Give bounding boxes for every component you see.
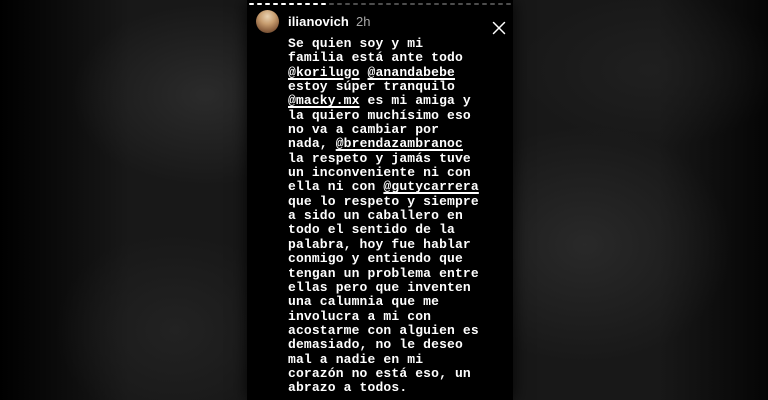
progress-segment [402, 3, 407, 5]
username[interactable]: ilianovich [288, 13, 349, 29]
story-text-line [288, 324, 505, 338]
text-segment: involucra a mi con [288, 308, 432, 324]
story-text-line [288, 252, 505, 266]
progress-segment [265, 3, 270, 5]
story-text-line [288, 123, 505, 137]
progress-segment [410, 3, 415, 5]
progress-segment [353, 3, 358, 5]
story-text-line [288, 80, 505, 94]
text-segment: ella ni con [288, 179, 384, 195]
close-button[interactable] [490, 19, 508, 37]
text-segment: que lo respeto y siempre [288, 193, 479, 209]
text-segment: no va a cambiar por [288, 122, 440, 138]
story-text-line [288, 310, 505, 324]
progress-segment [506, 3, 511, 5]
progress-segment [426, 3, 431, 5]
text-segment: Se quien soy y mi [288, 36, 424, 51]
text-segment: palabra, hoy fue hablar [288, 236, 471, 252]
progress-segment [313, 3, 318, 5]
text-segment: demasiado, no le deseo [288, 337, 463, 353]
progress-segment [490, 3, 495, 5]
story-text-block [288, 37, 505, 396]
progress-segment [281, 3, 286, 5]
story-text-line [288, 180, 505, 194]
story-text-line [288, 295, 505, 309]
progress-segment [394, 3, 399, 5]
story-text-line [288, 281, 505, 295]
story-text-line [288, 37, 505, 51]
story-text-line [288, 338, 505, 352]
text-segment: un inconveniente ni con [288, 165, 471, 181]
text-segment: estoy súper tranquilo [288, 79, 455, 95]
progress-segment [257, 3, 262, 5]
story-text-line [288, 66, 505, 80]
progress-segment [249, 3, 254, 5]
story-text-line [288, 166, 505, 180]
close-icon [491, 20, 507, 36]
story-header [247, 8, 513, 34]
story-text-line [288, 209, 505, 223]
progress-segment [482, 3, 487, 5]
story-text-line [288, 152, 505, 166]
text-segment: la respeto y jamás tuve [288, 150, 471, 166]
story-text-line [288, 109, 505, 123]
story-text-line [288, 381, 505, 395]
story-text-line [288, 137, 505, 151]
text-segment: tengan un problema entre [288, 265, 479, 281]
text-segment: es mi amiga y [359, 93, 471, 109]
progress-segment [378, 3, 383, 5]
progress-segment [289, 3, 294, 5]
progress-segment [305, 3, 310, 5]
progress-segment [386, 3, 391, 5]
story-canvas[interactable] [247, 0, 513, 400]
progress-segment [297, 3, 302, 5]
text-segment: nada, [288, 136, 336, 152]
progress-segment [442, 3, 447, 5]
text-segment: todo el sentido de la [288, 222, 455, 238]
text-segment [360, 65, 368, 80]
mention-link[interactable]: @korilugo [288, 64, 360, 80]
story-text-line [288, 195, 505, 209]
story-text-line [288, 367, 505, 381]
mention-link[interactable]: @gutycarrera [383, 179, 479, 195]
story-text-line [288, 94, 505, 108]
progress-segment [321, 3, 326, 5]
progress-segment [474, 3, 479, 5]
text-segment: abrazo a todos. [288, 380, 408, 396]
mention-link[interactable]: @anandabebe [367, 64, 455, 80]
progress-segment [361, 3, 366, 5]
text-segment: corazón no está eso, un [288, 365, 471, 381]
progress-segment [345, 3, 350, 5]
progress-segment [273, 3, 278, 5]
text-segment: familia está ante todo [288, 50, 463, 66]
story-text-line [288, 267, 505, 281]
story-text-line [288, 51, 505, 65]
text-segment: acostarme con alguien es [288, 322, 479, 338]
progress-segment [458, 3, 463, 5]
progress-segment [418, 3, 423, 5]
text-segment: ellas pero que inventen [288, 279, 471, 295]
text-segment: mal a nadie en mi [288, 351, 424, 367]
avatar[interactable] [256, 10, 279, 33]
story-text-line [288, 238, 505, 252]
text-segment: a sido un caballero en [288, 208, 463, 224]
progress-segment [329, 3, 334, 5]
story-progress-bar [249, 3, 511, 5]
story-text-line [288, 353, 505, 367]
story-timestamp: 2h [355, 13, 371, 29]
progress-segment [369, 3, 374, 5]
story-text-line [288, 223, 505, 237]
progress-segment [450, 3, 455, 5]
progress-segment [434, 3, 439, 5]
progress-segment [337, 3, 342, 5]
progress-segment [466, 3, 471, 5]
mention-link[interactable]: @macky.mx [288, 93, 360, 109]
text-segment: una calumnia que me [288, 294, 440, 310]
mention-link[interactable]: @brendazambranoc [335, 136, 463, 152]
text-segment: la quiero muchísimo eso [288, 107, 471, 123]
text-segment: conmigo y entiendo que [288, 251, 463, 267]
progress-segment [498, 3, 503, 5]
